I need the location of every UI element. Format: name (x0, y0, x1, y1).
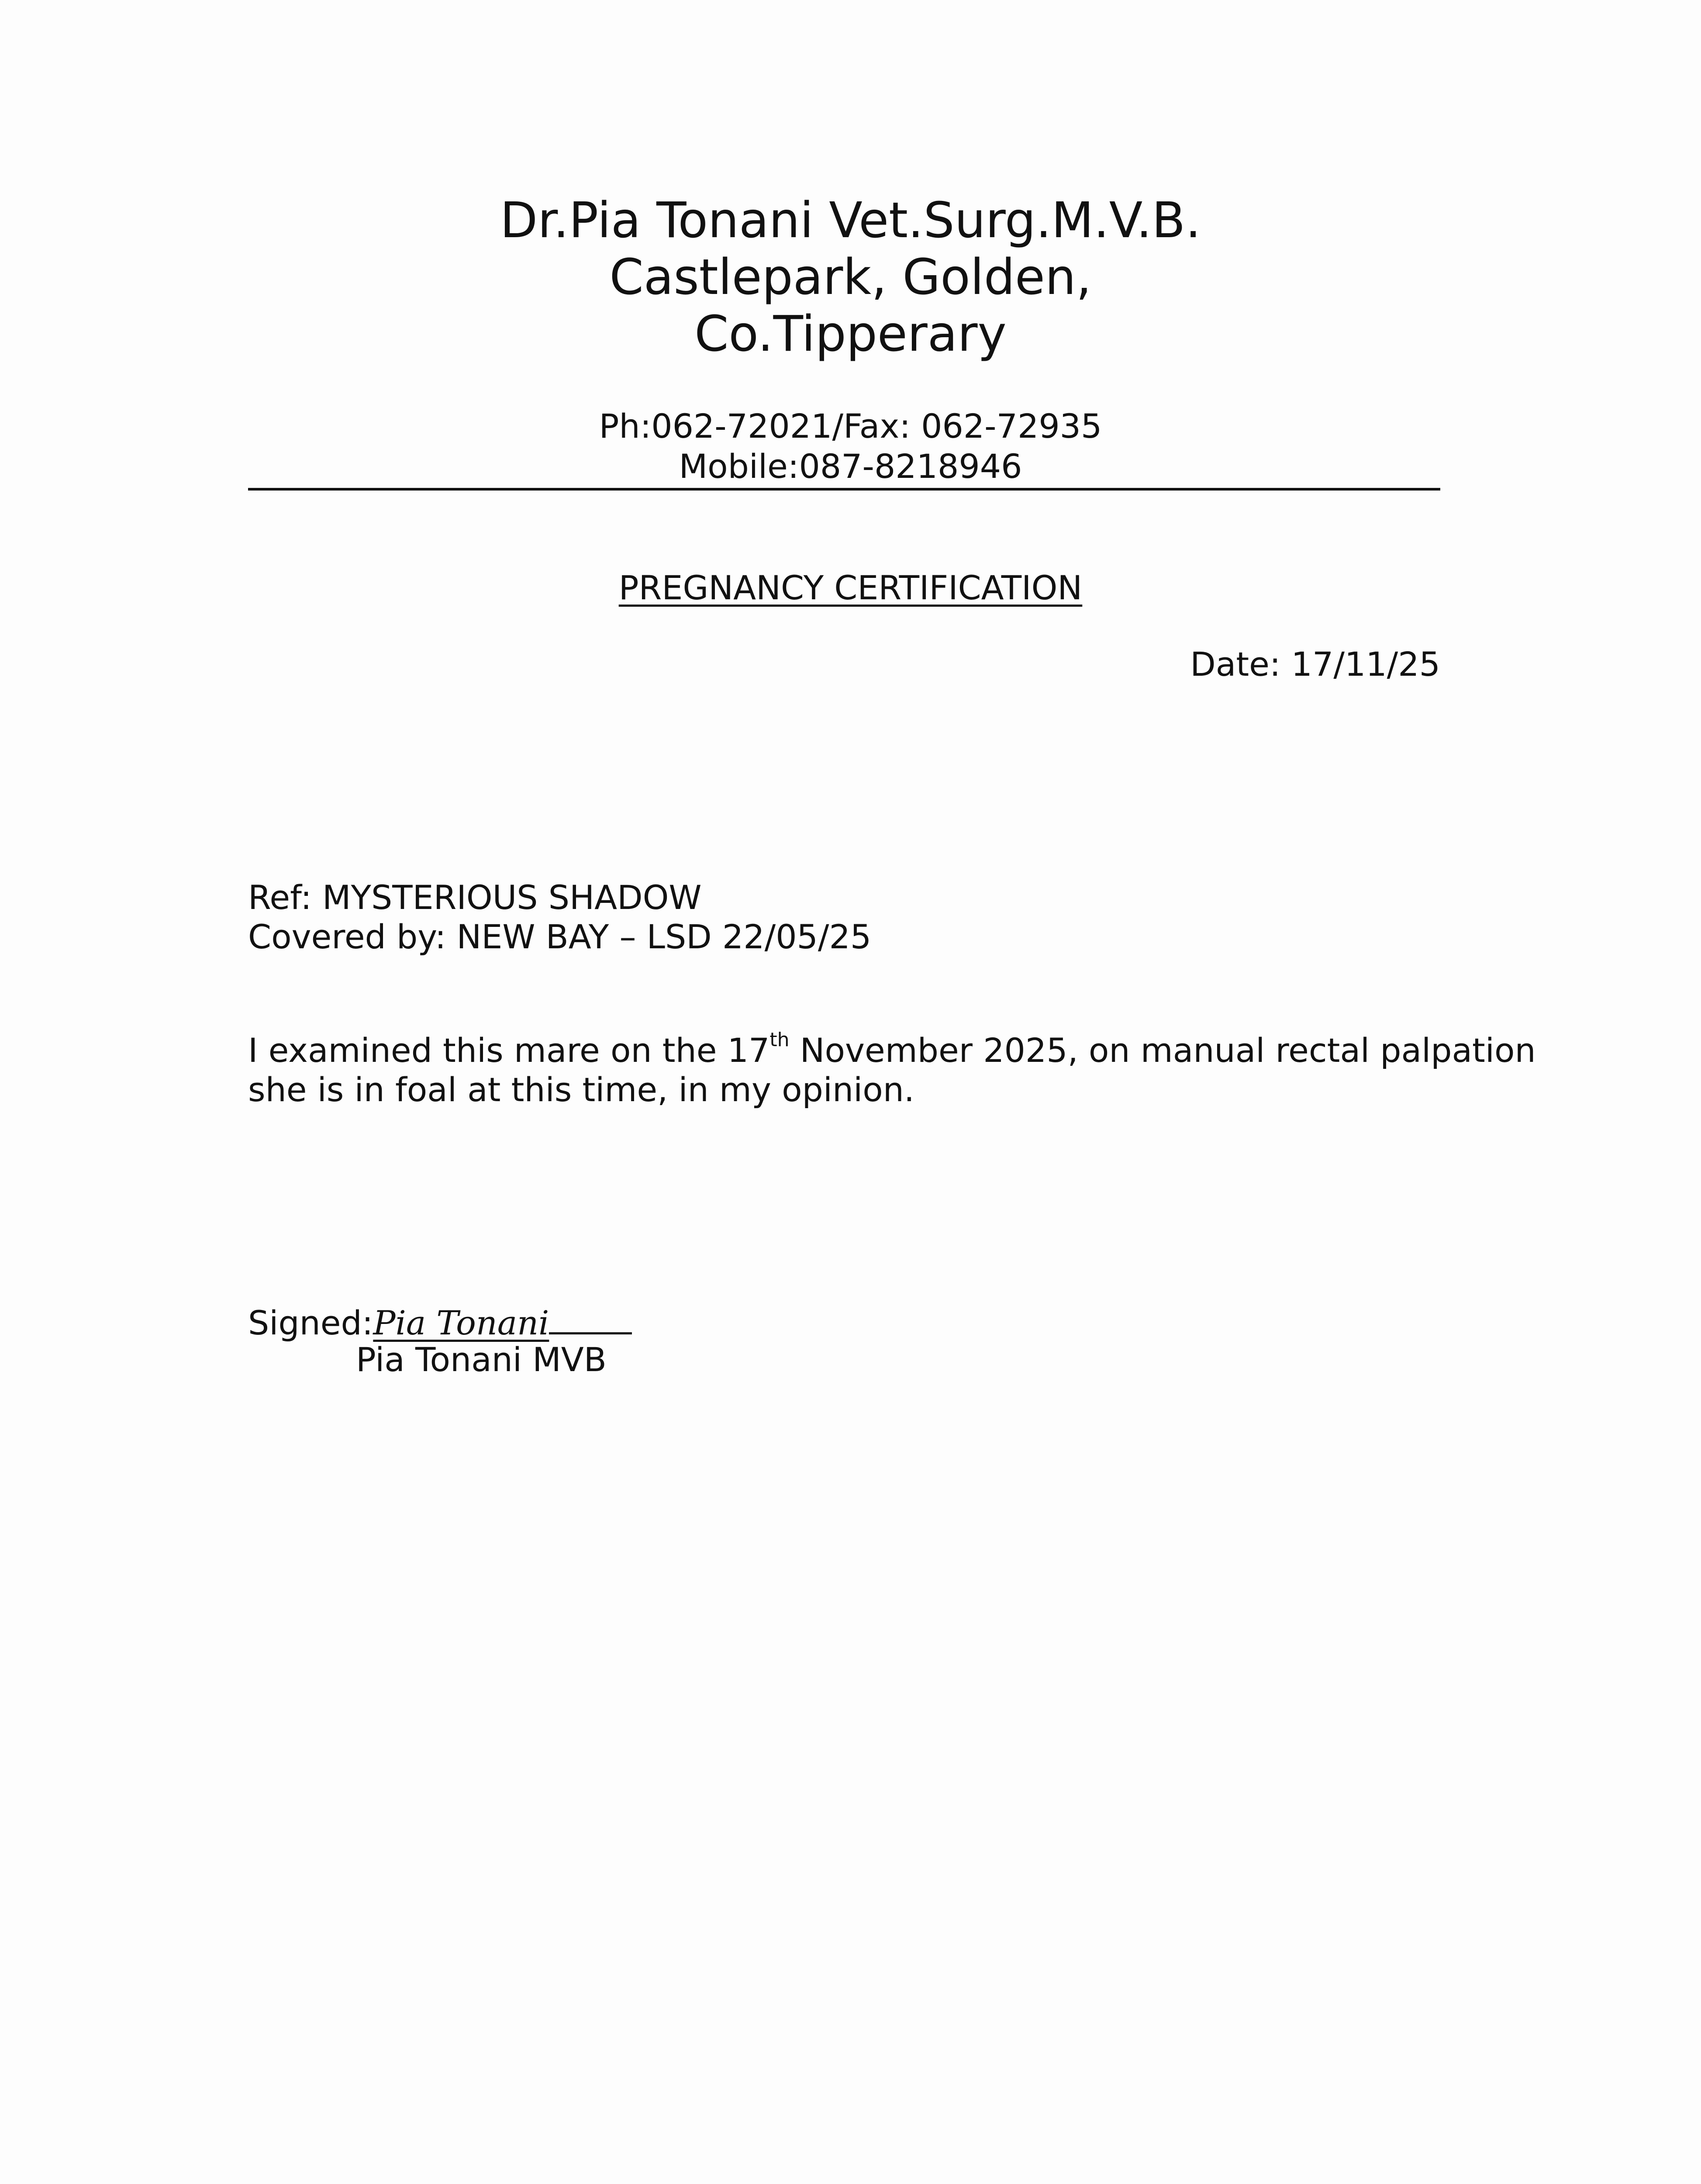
vet-name: Dr.Pia Tonani Vet.Surg.M.V.B. (500, 192, 1201, 249)
exam-line-2: she is in foal at this time, in my opinion. (248, 1070, 915, 1109)
address-line-2: Co.Tipperary (694, 306, 1007, 363)
phone-fax: Ph:062-72021/Fax: 062-72935 (599, 407, 1102, 446)
mobile-number: Mobile:087-8218946 (679, 447, 1022, 486)
exam-text-start: I examined this mare on the 17 (248, 1031, 770, 1070)
address-line-1: Castlepark, Golden, (609, 249, 1092, 306)
mare-reference: Ref: MYSTERIOUS SHADOW (248, 878, 702, 917)
signed-label: Signed: (248, 1303, 373, 1342)
exam-line-1 (248, 1031, 1536, 1070)
contact-details (0, 406, 1701, 487)
letterhead-divider (248, 488, 1440, 491)
examination-statement (248, 1031, 1536, 1109)
covered-by: Covered by: NEW BAY – LSD 22/05/25 (248, 917, 872, 956)
letterhead (0, 192, 1701, 363)
signature-underline (549, 1302, 632, 1334)
exam-ordinal: th (769, 1029, 790, 1051)
handwritten-signature: Pia Tonani (373, 1303, 549, 1342)
document-title (0, 568, 1701, 608)
printed-signatory-name: Pia Tonani MVB (356, 1340, 607, 1379)
document-title-text: PREGNANCY CERTIFICATION (618, 568, 1083, 607)
signature-line (248, 1302, 632, 1343)
exam-text-end: November 2025, on manual rectal palpation (789, 1031, 1536, 1070)
certificate-date: Date: 17/11/25 (1190, 645, 1440, 684)
reference-block (248, 878, 871, 957)
